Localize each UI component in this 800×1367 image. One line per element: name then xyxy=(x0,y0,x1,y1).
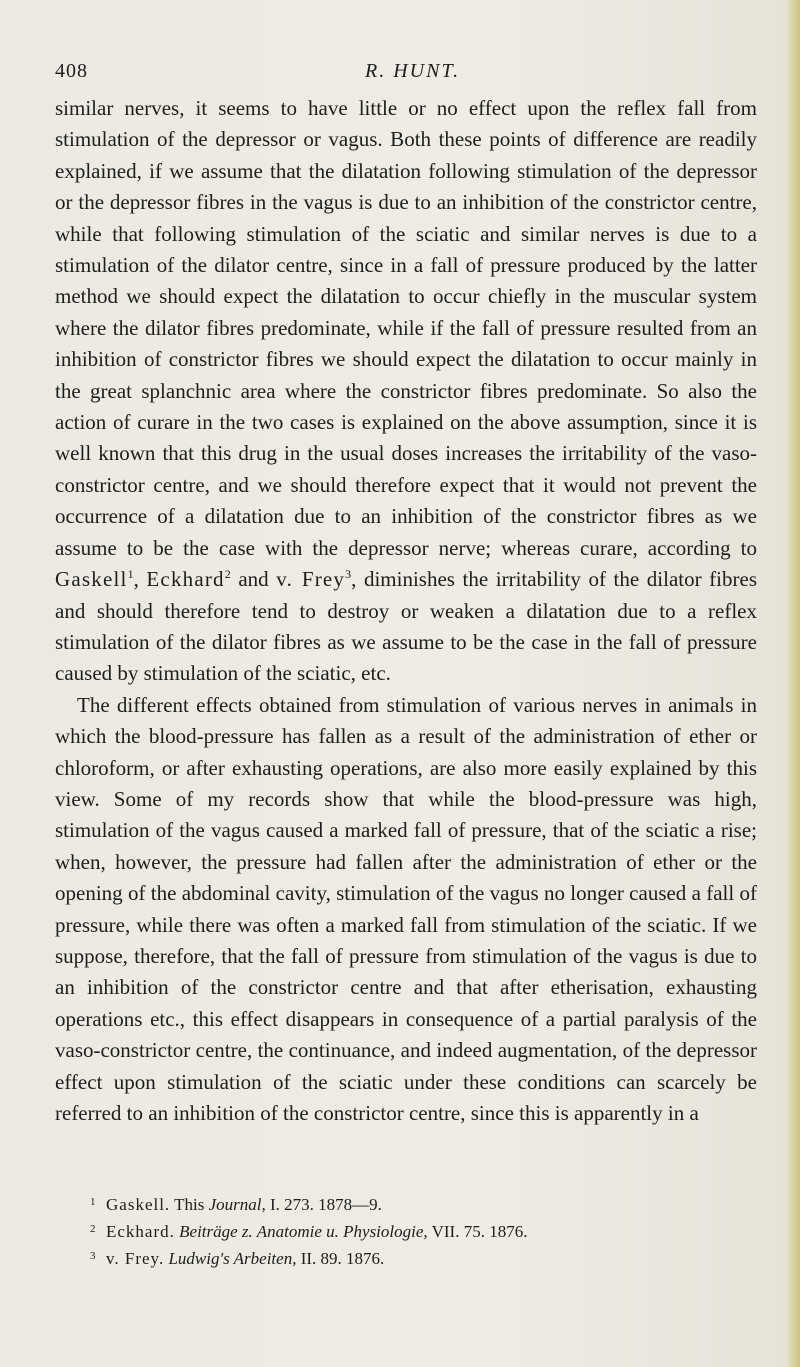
footnotes xyxy=(90,1190,740,1271)
page-edge xyxy=(786,0,800,1367)
footnote xyxy=(90,1244,740,1271)
page-number: 408 xyxy=(55,60,88,82)
footnote-ref: 1 xyxy=(127,567,134,582)
paragraph xyxy=(55,93,757,690)
paragraph-text: , xyxy=(133,567,147,592)
footnote-text: I. 273. 1878—9. xyxy=(265,1195,382,1214)
footnote-title: Ludwig's Arbeiten, xyxy=(168,1249,297,1268)
footnote-author: Eckhard. xyxy=(106,1222,175,1241)
footnote xyxy=(90,1217,740,1244)
footnote-ref: 3 xyxy=(345,567,352,582)
footnote-text: VII. 75. 1876. xyxy=(427,1222,528,1241)
footnote xyxy=(90,1190,740,1217)
footnote-ref: 2 xyxy=(224,567,231,582)
footnote-author: v. Frey. xyxy=(106,1249,165,1268)
citation-author: Gaskell xyxy=(55,567,128,592)
body-text xyxy=(55,93,757,1129)
paragraph: The different effects obtained from stimulation of various nerves in animals in which the blood-pressure has fallen as a result of the administration of ether or chloroform, or after exhausting operations, are also more easily explained by this view. Some of my records show that while the blood-pressure was high, stimulation of the vagus caused a marked fall of pressure, that of the sciatic a rise; when, however, the pressure had fallen after the administration of ether or the opening of the abdominal cavity, stimulation of the vagus no longer caused a fall of pressure, while there was often a marked fall from stimulation of the sciatic. If we suppose, therefore, that the fall of pressure from stimulation of the vagus is due to an inhibition of the constrictor centre and that after etherisation, exhausting operations etc., this effect disappears in consequence of a partial paralysis of the vaso-constrictor centre, the continuance, and indeed augmentation, of the depressor effect upon stimulation of the sciatic under these conditions can scarcely be referred to an inhibition of the constrictor centre, since this is apparently in a xyxy=(55,692,757,1125)
footnote-mark: 3 xyxy=(90,1250,96,1262)
paragraph-text: , diminishes the irritability of the dilator fibres and should therefore tend to destroy or weaken a dilatation due to a reflex stimulation of the dilator fibres as we assume to be the case in the fall of pressure caused by stimulation of the sciatic, etc. xyxy=(55,567,757,686)
footnote-author: Gaskell. xyxy=(106,1195,171,1214)
page-header xyxy=(55,60,745,90)
footnote-mark: 1 xyxy=(90,1196,96,1208)
footnote-title: Beiträge z. Anatomie u. Physiologie, xyxy=(179,1222,428,1241)
citation-author: Eckhard xyxy=(146,567,225,592)
footnote-text: This xyxy=(174,1195,209,1214)
footnote-title: Journal, xyxy=(208,1195,266,1214)
paragraph-text: and xyxy=(230,567,277,592)
footnote-mark: 2 xyxy=(90,1223,96,1235)
footnote-text: II. 89. 1876. xyxy=(296,1249,385,1268)
paragraph-text: similar nerves, it seems to have little or no effect upon the reflex fall from stimulation of the depressor or vagus. Both these points of difference are readily explained, if we assume that the dilatation following stimulation of the depressor or the depressor fibres in the vagus is due to an inhibition of the constrictor centre, while that following stimulation of the sciatic and similar nerves is due to a stimulation of the dilator centre, since in a fall of pressure produced by the latter method we should expect the dilatation to occur chiefly in the muscular system where the dilator fibres predominate, while if the fall of pressure resulted from an inhibition of constrictor fibres we should expect the dilatation to occur mainly in the great splanchnic area where the constrictor fibres predominate. So also the action of curare in the two cases is explained on the above assumption, since it is well known that this drug in the usual doses increases the irritability of the vaso-constrictor centre, and we should therefore expect that it would not prevent the occurrence of a dilatation due to an inhibition of the constrictor fibres as we assume to be the case with the depressor nerve; whereas curare, according to xyxy=(55,96,757,560)
running-head: R. HUNT. xyxy=(365,60,461,82)
citation-author: v. Frey xyxy=(276,567,346,592)
